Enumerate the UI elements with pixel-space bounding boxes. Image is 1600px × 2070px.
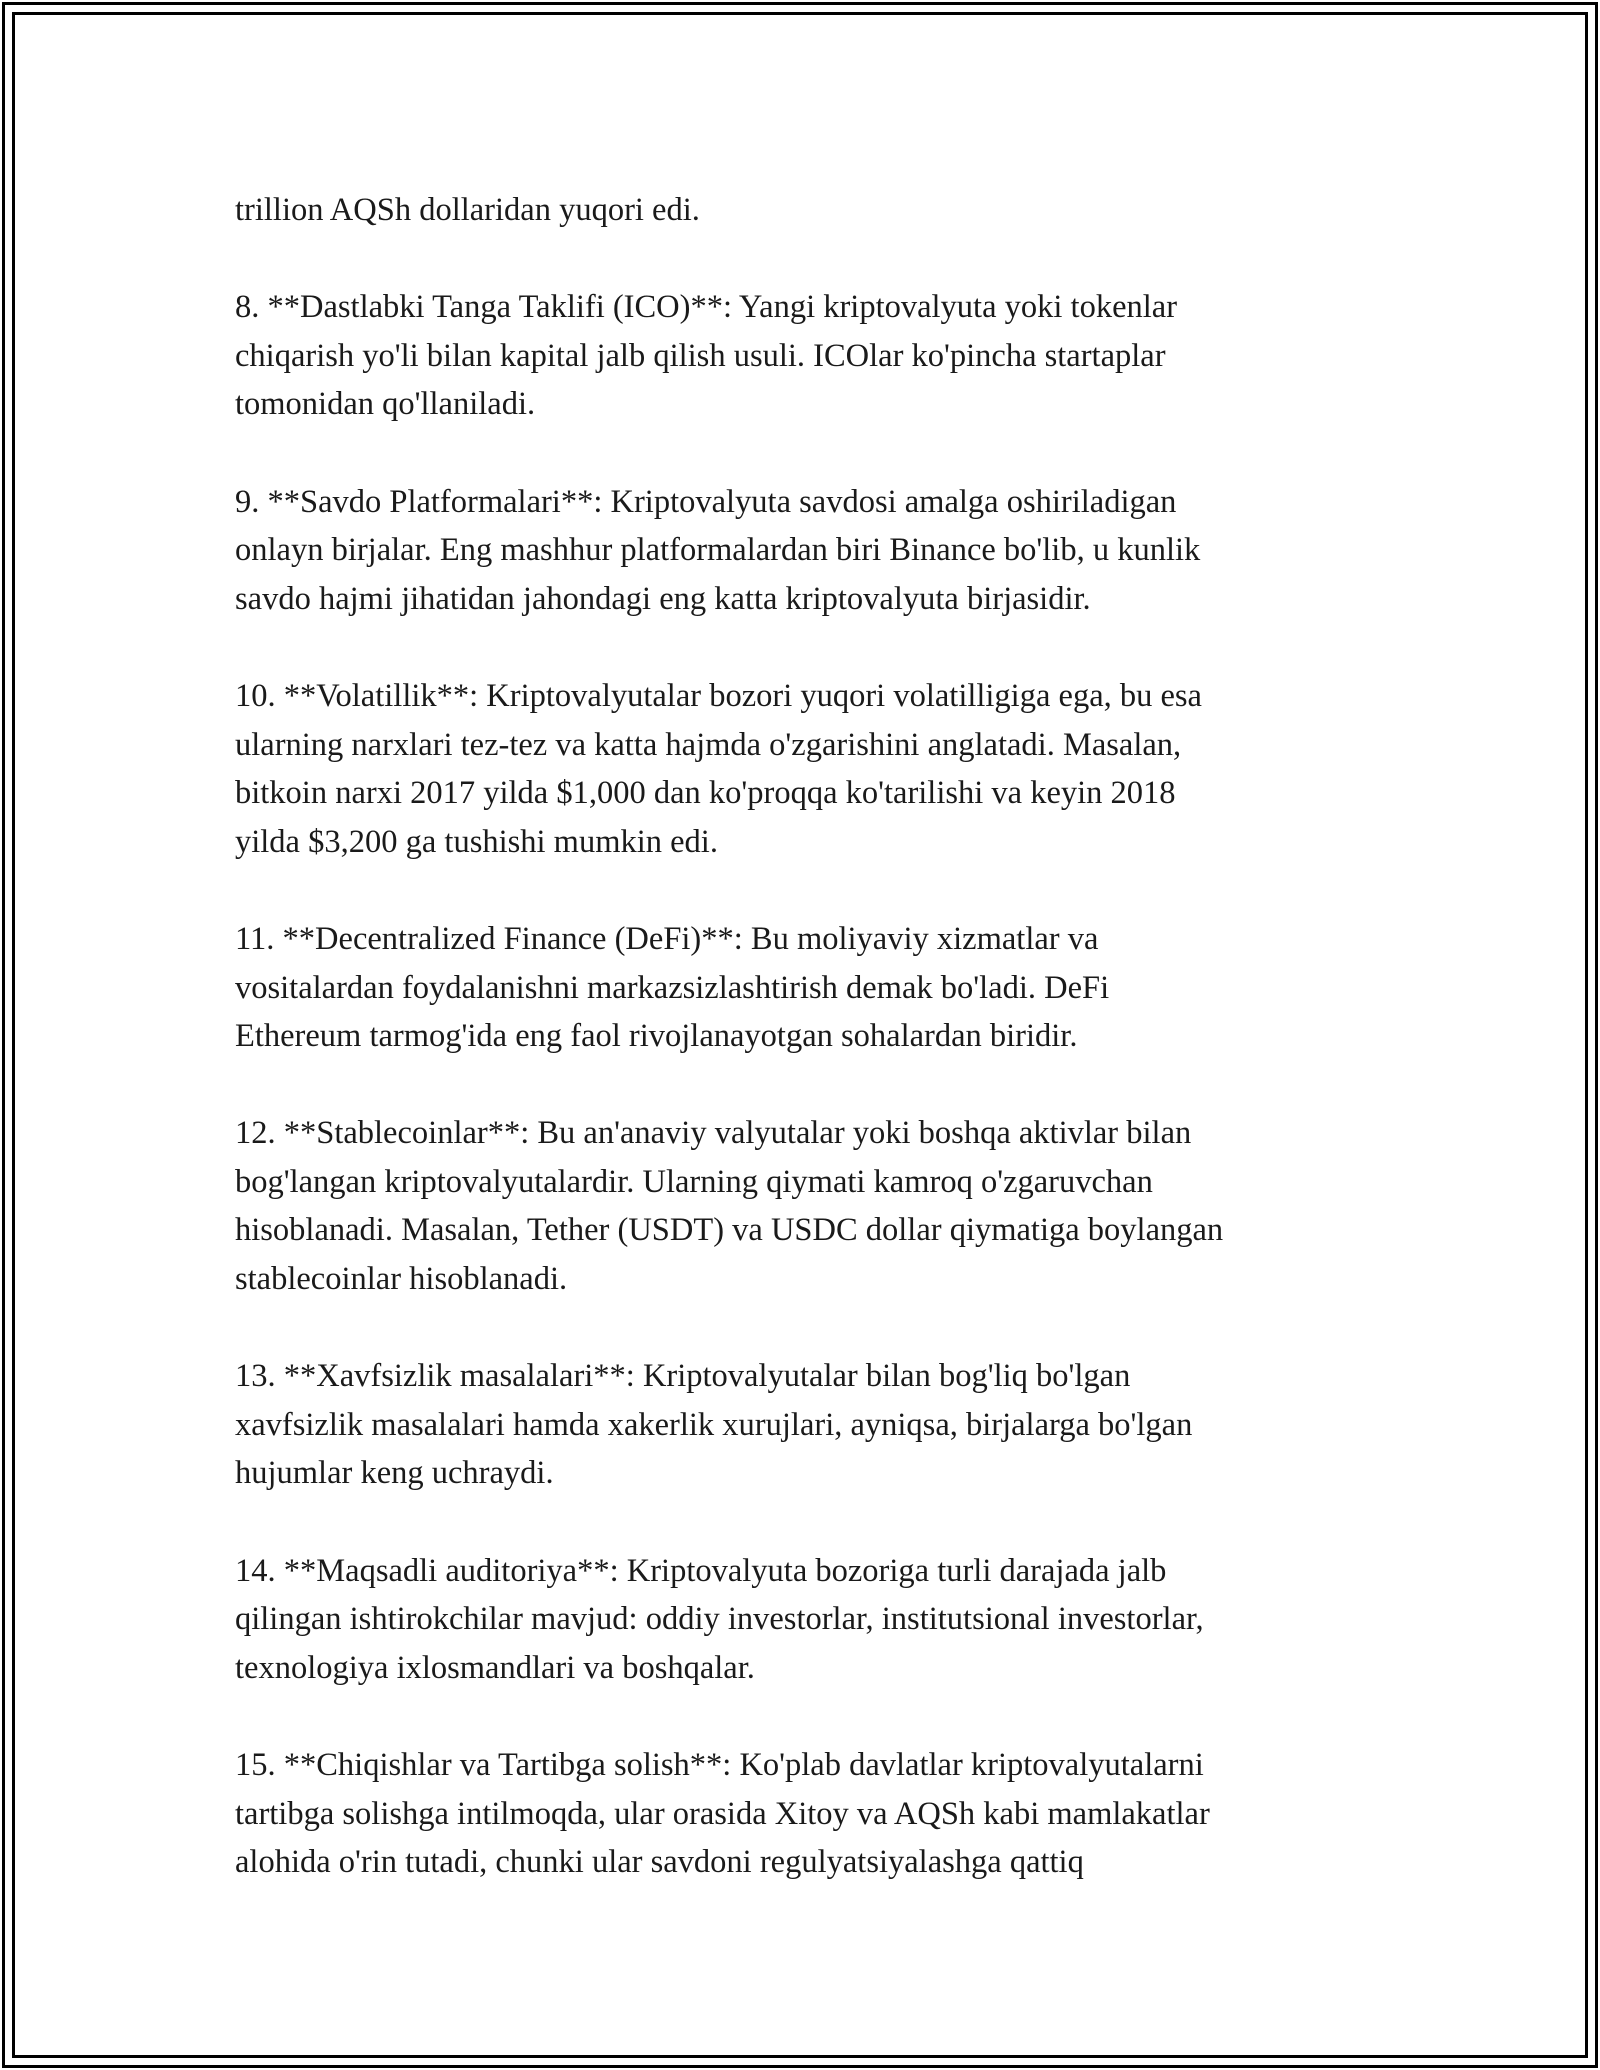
paragraph-line: tartibga solishga intilmoqda, ular orasida Xitoy va AQSh kabi mamlakatlar: [235, 1795, 1210, 1832]
paragraph-line: trillion AQSh dollaridan yuqori edi.: [235, 192, 700, 228]
paragraph-line: chiqarish yo'li bilan kapital jalb qilish usuli. ICOlar ko'pincha startaplar: [235, 337, 1166, 374]
paragraph-line: yilda $3,200 ga tushishi mumkin edi.: [235, 823, 718, 860]
paragraph-line: 8. **Dastlabki Tanga Taklifi (ICO)**: Yangi kriptovalyuta yoki tokenlar: [235, 289, 1178, 326]
paragraph-line: 9. **Savdo Platformalari**: Kriptovalyuta savdosi amalga oshiriladigan: [235, 483, 1177, 520]
paragraph-line: 14. **Maqsadli auditoriya**: Kriptovalyuta bozoriga turli darajada jalb: [235, 1552, 1167, 1589]
paragraph-line: stablecoinlar hisoblanadi.: [235, 1261, 568, 1298]
paragraph-line: Ethereum tarmog'ida eng faol rivojlanayotgan sohalardan biridir.: [235, 1018, 1078, 1055]
paragraph-line: tomonidan qo'llaniladi.: [235, 386, 536, 423]
paragraph-line: bitkoin narxi 2017 yilda $1,000 dan ko'proqqa ko'tarilishi va keyin 2018: [235, 775, 1176, 812]
paragraph-line: qilingan ishtirokchilar mavjud: oddiy investorlar, institutsional investorlar,: [235, 1601, 1204, 1638]
paragraph-line: 11. **Decentralized Finance (DeFi)**: Bu moliyaviy xizmatlar va: [235, 920, 1099, 957]
paragraph-line: ularning narxlari tez-tez va katta hajmda o'zgarishini anglatadi. Masalan,: [235, 726, 1182, 763]
document-paragraph: [235, 915, 1385, 1061]
document-paragraph: [235, 186, 1385, 235]
paragraph-line: xavfsizlik masalalari hamda xakerlik xurujlari, ayniqsa, birjalarga bo'lgan: [235, 1406, 1193, 1443]
paragraph-line: 15. **Chiqishlar va Tartibga solish**: Ko'plab davlatlar kriptovalyutalarni: [235, 1747, 1204, 1783]
paragraph-line: texnologiya ixlosmandlari va boshqalar.: [235, 1649, 755, 1686]
paragraph-line: hisoblanadi. Masalan, Tether (USDT) va USDC dollar qiymatiga boylangan: [235, 1212, 1224, 1249]
document-body: [235, 186, 1385, 1935]
document-paragraph: [235, 283, 1385, 429]
document-paragraph: [235, 478, 1385, 624]
paragraph-line: hujumlar keng uchraydi.: [235, 1455, 554, 1492]
document-paragraph: [235, 1109, 1385, 1303]
paragraph-line: 12. **Stablecoinlar**: Bu an'anaviy valyutalar yoki boshqa aktivlar bilan: [235, 1115, 1192, 1152]
paragraph-line: vositalardan foydalanishni markazsizlashtirish demak bo'ladi. DeFi: [235, 969, 1110, 1006]
paragraph-line: savdo hajmi jihatidan jahondagi eng katta kriptovalyuta birjasidir.: [235, 580, 1091, 617]
document-paragraph: [235, 1352, 1385, 1498]
document-paragraph: [235, 1741, 1385, 1887]
paragraph-line: alohida o'rin tutadi, chunki ular savdoni regulyatsiyalashga qattiq: [235, 1844, 1084, 1881]
document-paragraph: [235, 1547, 1385, 1693]
paragraph-line: onlayn birjalar. Eng mashhur platformalardan biri Binance bo'lib, u kunlik: [235, 532, 1201, 569]
document-paragraph: [235, 672, 1385, 866]
paragraph-line: bog'langan kriptovalyutalardir. Ularning qiymati kamroq o'zgaruvchan: [235, 1163, 1153, 1200]
paragraph-line: 13. **Xavfsizlik masalalari**: Kriptovalyutalar bilan bog'liq bo'lgan: [235, 1358, 1131, 1395]
paragraph-line: 10. **Volatillik**: Kriptovalyutalar bozori yuqori volatilligiga ega, bu esa: [235, 677, 1202, 714]
